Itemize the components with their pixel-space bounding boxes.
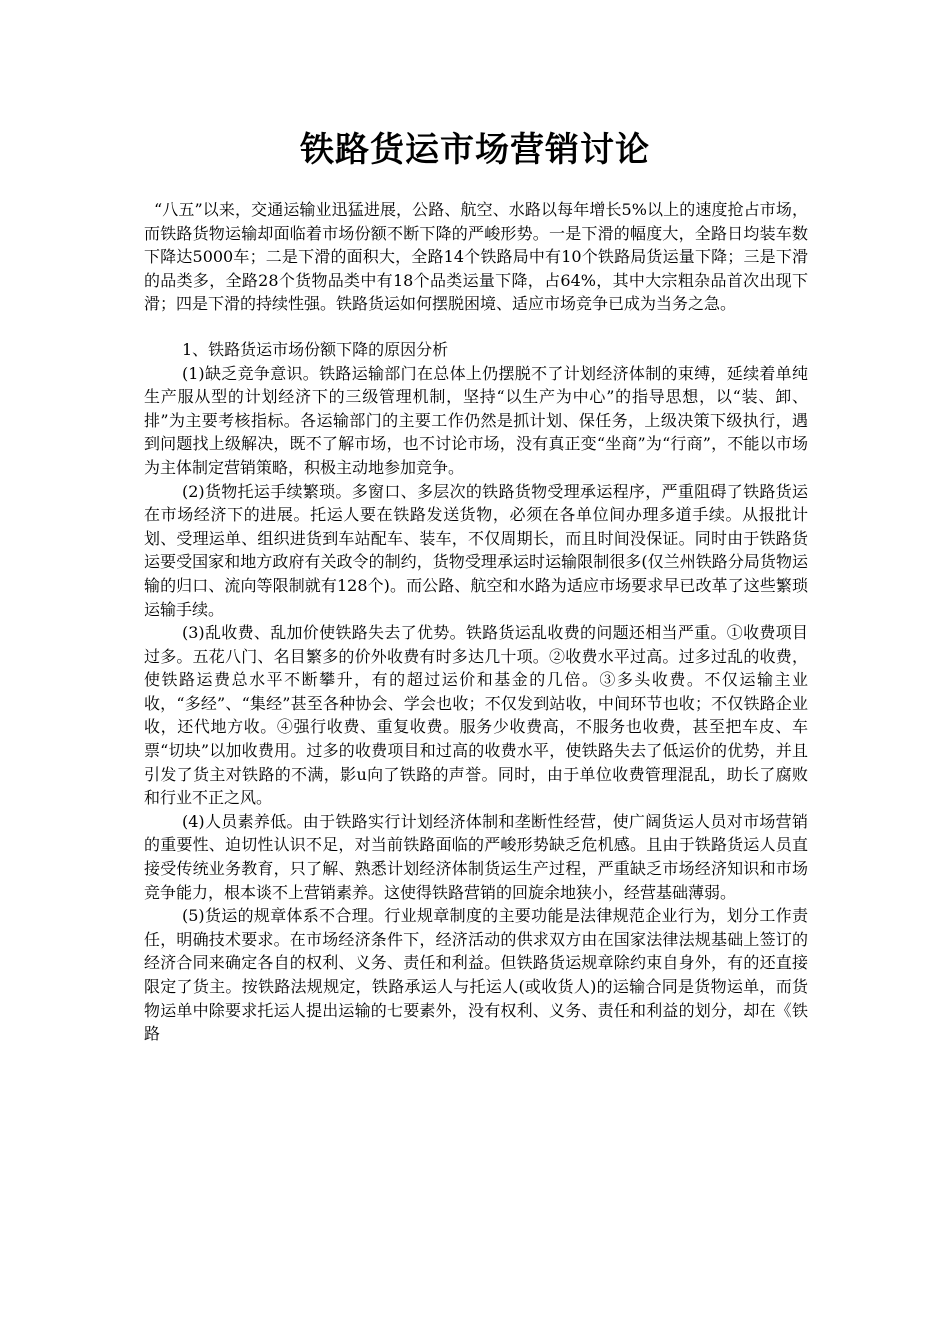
paragraph-fees: (3)乱收费、乱加价使铁路失去了优势。铁路货运乱收费的问题还相当严重。①收费项目过多。五花八门、名目繁多的价外收费有时多达几十项。②收费水平过高。过多过乱的收费，使铁路运费总水平不断攀升，有的超过运价和基金的几倍。③多头收费。不仅运输主业收，“多经”、“集经”甚至各种协会、学会也收；不仅发到站收，中间环节也收；不仅铁路企业收，还代地方收。④强行收费、重复收费。服务少收费高，不服务也收费，甚至把车皮、车票“切块”以加收费用。过多的收费项目和过高的收费水平，使铁路失去了低运价的优势，并且引发了货主对铁路的不满，影u向了铁路的声誉。同时，由于单位收费管理混乱，助长了腐败和行业不正之风。	[144, 623, 808, 808]
document-title: 铁路货运市场营销讨论	[300, 130, 650, 170]
intro-paragraph: “八五”以来，交通运输业迅猛进展，公路、航空、水路以每年增长5%以上的速度抢占市场，而铁路货物运输却面临着市场份额不断下降的严峻形势。一是下滑的幅度大，全路日均装车数下降达5000车；二是下滑的面积大，全路14个铁路局中有10个铁路局货运量下降；三是下滑的品类多，全路28个货物品类中有18个品类运量下降，占64%，其中大宗粗杂品首次出现下滑；四是下滑的持续性强。铁路货运如何摆脱困境、适应市场竞争已成为当务之急。	[144, 200, 808, 314]
paragraph-regulations: (5)货运的规章体系不合理。行业规章制度的主要功能是法律规范企业行为，划分工作责任，明确技术要求。在市场经济条件下，经济活动的供求双方由在国家法律法规基础上签订的经济合同来确定各自的权利、义务、责任和利益。但铁路货运规章除约束自身外，有的还直接限定了货主。按铁路法规规定，铁路承运人与托运人(或收货人)的运输合同是货物运单，而货物运单中除要求托运人提出运输的七要素外，没有权利、义务、责任和利益的划分，却在《铁路	[144, 906, 808, 1044]
document-body	[144, 198, 808, 1046]
paragraph-staff-quality: (4)人员素养低。由于铁路实行计划经济体制和垄断性经营，使广阔货运人员对市场营销的重要性、迫切性认识不足，对当前铁路面临的严峻形势缺乏危机感。且由于铁路货运人员直接受传统业务教育，只了解、熟悉计划经济体制货运生产过程，严重缺乏市场经济知识和市场竞争能力，根本谈不上营销素养。这使得铁路营销的回旋余地狭小，经营基础薄弱。	[144, 811, 808, 902]
paragraph-spacer	[144, 316, 808, 338]
section-heading: 1、铁路货运市场份额下降的原因分析	[182, 339, 449, 359]
paragraph-procedures: (2)货物托运手续繁琐。多窗口、多层次的铁路货物受理承运程序，严重阻碍了铁路货运在市场经济下的进展。托运人要在铁路发送货物，必须在各单位间办理多道手续。从报批计划、受理运单、组织进货到车站配车、装车，不仅周期长，而且时间没保证。同时由于铁路货运要受国家和地方政府有关政令的制约，货物受理承运时运输限制很多(仅兰州铁路分局货物运输的归口、流向等限制就有128个)。而公路、航空和水路为适应市场要求早已改革了这些繁琐运输手续。	[144, 481, 808, 619]
paragraph-competition: (1)缺乏竞争意识。铁路运输部门在总体上仍摆脱不了计划经济体制的束缚，延续着单纯生产服从型的计划经济下的三级管理机制，坚持“以生产为中心”的指导思想，以“装、卸、排”为主要考核指标。各运输部门的主要工作仍然是抓计划、保任务，上级决策下级执行，遇到问题找上级解决，既不了解市场，也不讨论市场，没有真正变“坐商”为“行商”，不能以市场为主体制定营销策略，积极主动地参加竞争。	[144, 363, 808, 477]
